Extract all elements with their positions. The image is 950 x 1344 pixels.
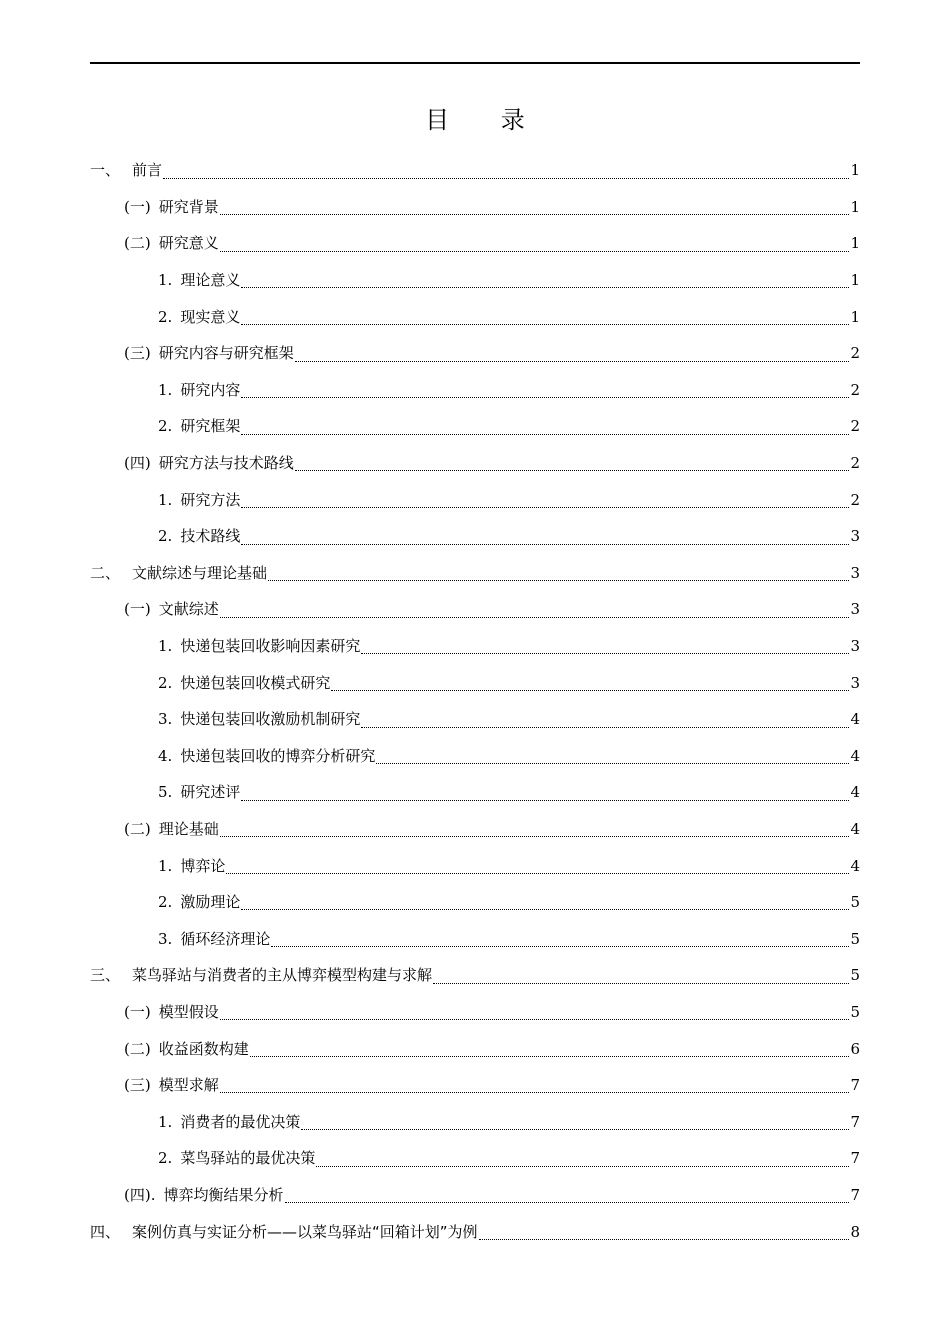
toc-dot-leader (250, 1056, 850, 1057)
toc-entry-page-number: 5 (850, 893, 860, 912)
toc-entry-number: 1. (158, 856, 173, 875)
toc-entry[interactable] (90, 774, 860, 811)
toc-entry-number: (一) (124, 1002, 151, 1021)
toc-entry-number: 3. (158, 710, 173, 729)
toc-entry-label: 理论基础 (158, 819, 219, 838)
toc-dot-leader (220, 1092, 850, 1093)
toc-entry-page-number: 1 (850, 197, 860, 216)
toc-entry-number: (四) (124, 454, 151, 473)
toc-entry[interactable] (90, 1030, 860, 1067)
toc-dot-leader (220, 836, 850, 837)
toc-entry[interactable] (90, 920, 860, 957)
toc-dot-leader (220, 617, 850, 618)
toc-entry-page-number: 7 (850, 1076, 860, 1095)
toc-dot-leader (241, 909, 849, 910)
toc-entry-page-number: 7 (850, 1149, 860, 1168)
toc-entry-label: 消费者的最优决策 (180, 1112, 301, 1131)
toc-dot-leader (295, 470, 850, 471)
toc-entry-label: 快递包装回收模式研究 (180, 673, 331, 692)
toc-entry[interactable] (90, 1067, 860, 1104)
toc-entry[interactable] (90, 701, 860, 738)
toc-entry-page-number: 3 (850, 673, 860, 692)
toc-entry-label: 循环经济理论 (180, 929, 271, 948)
toc-entry-label: 研究方法 (180, 490, 241, 509)
toc-dot-leader (376, 763, 849, 764)
toc-entry-number: 1. (158, 380, 173, 399)
toc-entry-number: 二、 (90, 563, 121, 582)
toc-entry[interactable] (90, 1213, 860, 1250)
toc-entry-page-number: 4 (850, 710, 860, 729)
toc-entry-number: (一) (124, 600, 151, 619)
toc-entry-label: 快递包装回收影响因素研究 (180, 637, 361, 656)
toc-entry-number: 2. (158, 417, 173, 436)
toc-entry-page-number: 3 (850, 527, 860, 546)
toc-entry-label: 研究内容与研究框架 (158, 344, 294, 363)
toc-entry-number: 5. (158, 783, 173, 802)
toc-entry-label: 菜鸟驿站与消费者的主从博弈模型构建与求解 (132, 966, 433, 985)
toc-entry-label: 激励理论 (180, 893, 241, 912)
toc-entry-page-number: 4 (850, 746, 860, 765)
toc-entry[interactable] (90, 189, 860, 226)
toc-entry[interactable] (90, 152, 860, 189)
toc-dot-leader (316, 1166, 849, 1167)
toc-entry[interactable] (90, 884, 860, 921)
toc-dot-leader (331, 690, 849, 691)
toc-entry-label: 博弈均衡结果分析 (163, 1185, 284, 1204)
toc-entry-label: 研究框架 (180, 417, 241, 436)
toc-dot-leader (163, 178, 849, 179)
toc-entry-number: (四). (124, 1185, 156, 1204)
toc-entry-number: 1. (158, 1112, 173, 1131)
toc-dot-leader (479, 1239, 850, 1240)
toc-entry-page-number: 1 (850, 161, 860, 180)
toc-entry[interactable] (90, 1177, 860, 1214)
toc-entry-page-number: 2 (850, 454, 860, 473)
toc-entry-number: (三) (124, 1076, 151, 1095)
toc-entry-label: 菜鸟驿站的最优决策 (180, 1149, 316, 1168)
toc-entry-page-number: 4 (850, 819, 860, 838)
toc-dot-leader (301, 1129, 849, 1130)
toc-entry-number: 3. (158, 929, 173, 948)
toc-dot-leader (241, 800, 849, 801)
toc-entry[interactable] (90, 555, 860, 592)
toc-entry[interactable] (90, 262, 860, 299)
toc-entry-number: 1. (158, 271, 173, 290)
toc-entry-page-number: 5 (850, 1002, 860, 1021)
toc-entry-label: 现实意义 (180, 307, 241, 326)
toc-entry-number: 1. (158, 490, 173, 509)
toc-entry-page-number: 1 (850, 271, 860, 290)
toc-entry-page-number: 2 (850, 380, 860, 399)
toc-dot-leader (241, 397, 849, 398)
toc-entry-page-number: 3 (850, 637, 860, 656)
toc-entry-number: 2. (158, 1149, 173, 1168)
toc-entry-number: 2. (158, 673, 173, 692)
toc-entry[interactable] (90, 811, 860, 848)
toc-dot-leader (226, 873, 849, 874)
table-of-contents (90, 152, 860, 1250)
toc-entry-page-number: 7 (850, 1185, 860, 1204)
toc-entry-label: 研究内容 (180, 380, 241, 399)
toc-entry-label: 前言 (132, 161, 163, 180)
toc-entry-label: 快递包装回收的博弈分析研究 (180, 746, 376, 765)
toc-entry-label: 博弈论 (180, 856, 226, 875)
toc-entry-label: 收益函数构建 (158, 1039, 249, 1058)
header-rule (90, 62, 860, 64)
toc-entry-number: (二) (124, 819, 151, 838)
toc-entry[interactable] (90, 372, 860, 409)
toc-entry[interactable] (90, 738, 860, 775)
toc-entry-page-number: 8 (850, 1222, 860, 1241)
toc-entry-page-number: 4 (850, 783, 860, 802)
toc-dot-leader (271, 946, 849, 947)
toc-entry-page-number: 2 (850, 417, 860, 436)
toc-entry-label: 快递包装回收激励机制研究 (180, 710, 361, 729)
toc-entry-number: 2. (158, 307, 173, 326)
toc-entry[interactable] (90, 957, 860, 994)
toc-entry-number: 一、 (90, 161, 121, 180)
toc-entry-label: 案例仿真与实证分析——以菜鸟驿站“回箱计划”为例 (132, 1222, 478, 1241)
toc-dot-leader (220, 251, 850, 252)
toc-entry[interactable] (90, 445, 860, 482)
toc-entry-number: (二) (124, 234, 151, 253)
toc-entry[interactable] (90, 1103, 860, 1140)
toc-entry[interactable] (90, 335, 860, 372)
toc-dot-leader (241, 434, 849, 435)
toc-entry[interactable] (90, 591, 860, 628)
toc-entry-number: 2. (158, 893, 173, 912)
toc-dot-leader (295, 361, 850, 362)
toc-entry-page-number: 2 (850, 490, 860, 509)
toc-dot-leader (361, 653, 849, 654)
toc-entry[interactable] (90, 1140, 860, 1177)
toc-entry-label: 理论意义 (180, 271, 241, 290)
toc-entry-number: (一) (124, 197, 151, 216)
toc-entry-label: 技术路线 (180, 527, 241, 546)
toc-entry-label: 模型求解 (158, 1076, 219, 1095)
toc-entry[interactable] (90, 298, 860, 335)
toc-dot-leader (220, 1019, 850, 1020)
toc-entry-page-number: 2 (850, 344, 860, 363)
toc-entry-page-number: 5 (850, 966, 860, 985)
toc-entry[interactable] (90, 847, 860, 884)
toc-entry-page-number: 1 (850, 307, 860, 326)
toc-entry-label: 文献综述 (158, 600, 219, 619)
toc-entry-label: 模型假设 (158, 1002, 219, 1021)
toc-entry[interactable] (90, 994, 860, 1031)
toc-dot-leader (241, 507, 849, 508)
toc-entry-number: 1. (158, 637, 173, 656)
toc-dot-leader (241, 287, 849, 288)
toc-dot-leader (268, 580, 849, 581)
toc-entry-label: 研究方法与技术路线 (158, 454, 294, 473)
toc-entry-label: 研究述评 (180, 783, 241, 802)
toc-entry[interactable] (90, 664, 860, 701)
toc-entry[interactable] (90, 225, 860, 262)
toc-entry-number: 2. (158, 527, 173, 546)
toc-title: 目 录 (425, 106, 547, 134)
toc-dot-leader (361, 727, 849, 728)
toc-entry-page-number: 1 (850, 234, 860, 253)
toc-entry-page-number: 5 (850, 929, 860, 948)
toc-entry-number: (三) (124, 344, 151, 363)
toc-entry-number: 4. (158, 746, 173, 765)
toc-entry-page-number: 7 (850, 1112, 860, 1131)
toc-entry-page-number: 4 (850, 856, 860, 875)
toc-entry-page-number: 3 (850, 600, 860, 619)
toc-dot-leader (220, 214, 850, 215)
toc-entry[interactable] (90, 628, 860, 665)
toc-entry-number: 四、 (90, 1222, 121, 1241)
toc-dot-leader (285, 1202, 850, 1203)
toc-dot-leader (433, 983, 849, 984)
toc-entry-page-number: 6 (850, 1039, 860, 1058)
toc-entry-number: (二) (124, 1039, 151, 1058)
toc-dot-leader (241, 324, 849, 325)
toc-entry[interactable] (90, 481, 860, 518)
toc-dot-leader (241, 544, 849, 545)
toc-entry-label: 研究背景 (158, 197, 219, 216)
toc-entry-page-number: 3 (850, 563, 860, 582)
toc-entry-number: 三、 (90, 966, 121, 985)
toc-entry-label: 文献综述与理论基础 (132, 563, 268, 582)
toc-entry-label: 研究意义 (158, 234, 219, 253)
toc-entry[interactable] (90, 518, 860, 555)
toc-entry[interactable] (90, 408, 860, 445)
